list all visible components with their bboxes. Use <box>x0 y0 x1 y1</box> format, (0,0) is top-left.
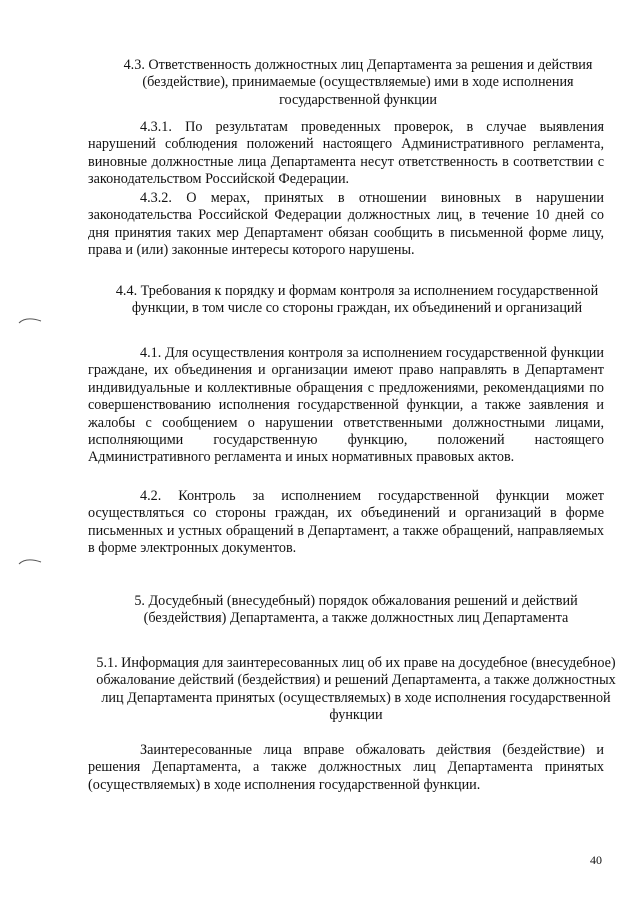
punch-hole-mark-icon <box>18 315 42 327</box>
paragraph-5-1: Заинтересованные лица вправе обжаловать действия (бездействие) и решения Департамента, а также должностных лиц Департамента принятых (осуществляемых) в ходе исполнения государственной функции. <box>88 742 604 793</box>
paragraph-4-3-2: 4.3.2. О мерах, принятых в отношении виновных в нарушении законодательства Российской Федерации должностных лиц, в течение 10 дней со дня принятия таких мер Департамент обязан сообщить в письменной форме лицу, права и (или) законные интересы которого нарушены. <box>88 190 604 259</box>
paragraph-4-3-1: 4.3.1. По результатам проведенных проверок, в случае выявления нарушений соблюдения положений настоящего Административного регламента, виновные должностные лица Департамента несут ответственность в соответствии с законодательством Российской Федерации. <box>88 119 604 188</box>
section-4-3-heading: 4.3. Ответственность должностных лиц Департамента за решения и действия (бездействие), принимаемые (осуществляемые) ими в ходе исполнения государственной функции <box>123 57 593 108</box>
paragraph-4-2: 4.2. Контроль за исполнением государственной функции может осуществляться со стороны граждан, их объединений и организаций в форме письменных и устных обращений в Департамент, а также обращений, направляемых в форме электронных документов. <box>88 488 604 557</box>
page-number: 40 <box>590 853 602 867</box>
section-4-4-heading: 4.4. Требования к порядку и формам контроля за исполнением государственной функции, в том числе со стороны граждан, их объединений и организаций <box>115 283 599 317</box>
punch-hole-mark-icon <box>18 556 42 568</box>
paragraph-4-1: 4.1. Для осуществления контроля за исполнением государственной функции граждане, их объединения и организации имеют право направлять в Департамент индивидуальные и коллективные обращения с предложениями, рекомендациями по совершенствованию исполнения государственной функции, а также заявления и жалобы с сообщением о нарушении ответственными должностными лицами, исполняющими государственную функцию, положений настоящего Административного регламента и иных нормативных правовых актов. <box>88 345 604 466</box>
section-5-heading: 5. Досудебный (внесудебный) порядок обжалования решений и действий (бездействия) Департамента, а также должностных лиц Департамента <box>134 593 578 627</box>
section-5-1-heading: 5.1. Информация для заинтересованных лиц об их праве на досудебное (внесудебное) обжалование действий (бездействия) и решений Департамента, а также должностных лиц Департамента принятых (осуществляемых) в ходе исполнения государственной функции <box>96 655 616 724</box>
